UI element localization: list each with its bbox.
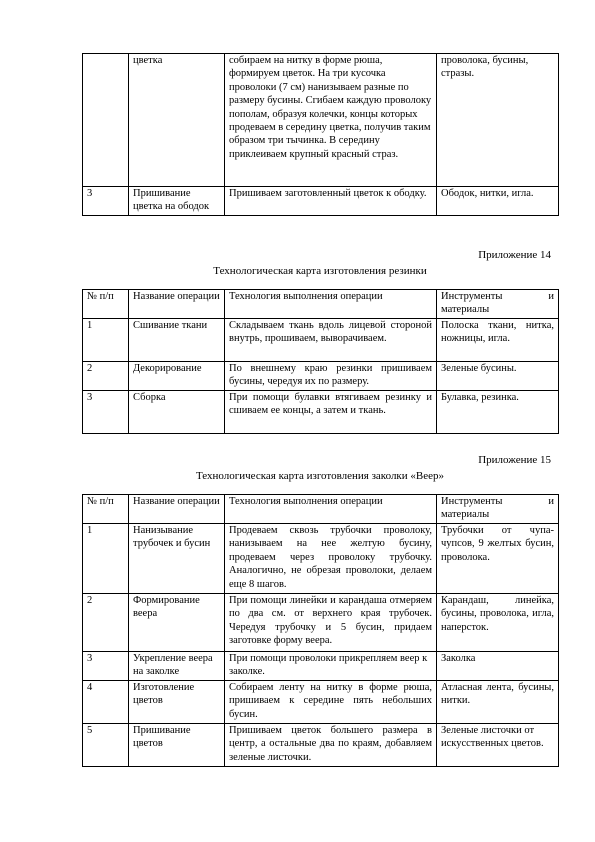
- table-appendix-15: [82, 494, 559, 767]
- cell-operation-name: Пришивание цветка на ободок: [129, 187, 225, 216]
- header-technology: Технология выполнения операции: [225, 495, 437, 524]
- cell-num: [83, 54, 129, 187]
- table-continued: [82, 53, 559, 216]
- cell-num: 4: [83, 681, 129, 724]
- table-appendix-14: [82, 289, 559, 434]
- header-technology: Технология выполнения операции: [225, 290, 437, 319]
- cell-tools: Карандаш, линейка, бусины, проволока, игла, наперсток.: [437, 594, 559, 652]
- cell-num: 3: [83, 391, 129, 434]
- header-tools: Инструменты и материалы: [437, 290, 559, 319]
- cell-num: 3: [83, 652, 129, 681]
- cell-operation-name: Пришивание цветов: [129, 724, 225, 767]
- cell-operation-name: Укрепление веера на заколке: [129, 652, 225, 681]
- table-row: [83, 724, 559, 767]
- table-header-row: [83, 290, 559, 319]
- cell-technology: Пришиваем заготовленный цветок к ободку.: [225, 187, 437, 216]
- cell-technology: Собираем ленту на нитку в форме рюша, пришиваем к середине пять небольших бусин.: [225, 681, 437, 724]
- table-row: [83, 391, 559, 434]
- cell-num: 1: [83, 524, 129, 594]
- table-row: [83, 594, 559, 652]
- cell-technology: По внешнему краю резинки пришиваем бусины, чередуя их по размеру.: [225, 362, 437, 391]
- cell-num: 1: [83, 319, 129, 362]
- cell-tools: Булавка, резинка.: [437, 391, 559, 434]
- section-14-title: Технологическая карта изготовления резинки: [213, 265, 427, 277]
- cell-technology: При помощи линейки и карандаша отмеряем по два см. от верхнего края трубочек. Чередуя трубочку и 5 бусин, придаем заготовке форму веера.: [225, 594, 437, 652]
- table-row: [83, 319, 559, 362]
- cell-technology: Пришиваем цветок большего размера в центр, а остальные два по краям, добавляем зеленые листочки.: [225, 724, 437, 767]
- header-operation-name: Название операции: [129, 290, 225, 319]
- cell-tools: Полоска ткани, нитка, ножницы, игла.: [437, 319, 559, 362]
- cell-tools: Трубочки от чупа-чупсов, 9 желтых бусин, проволока.: [437, 524, 559, 594]
- header-num: № п/п: [83, 495, 129, 524]
- appendix-15-label: Приложение 15: [478, 454, 551, 466]
- cell-technology: Складываем ткань вдоль лицевой стороной внутрь, прошиваем, выворачиваем.: [225, 319, 437, 362]
- cell-operation-name: Сборка: [129, 391, 225, 434]
- cell-operation-name: Формирование веера: [129, 594, 225, 652]
- cell-tools: Атласная лента, бусины, нитки.: [437, 681, 559, 724]
- table-row: [83, 681, 559, 724]
- cell-tools: Заколка: [437, 652, 559, 681]
- table-row: [83, 187, 559, 216]
- cell-tools: Ободок, нитки, игла.: [437, 187, 559, 216]
- cell-technology: Продеваем сквозь трубочки проволоку, нанизываем на нее желтую бусину, продеваем через проволоку трубочку. Аналогично, не обрезая проволоки, делаем еще 8 шагов.: [225, 524, 437, 594]
- header-operation-name: Название операции: [129, 495, 225, 524]
- cell-operation-name: Изготовление цветов: [129, 681, 225, 724]
- header-num: № п/п: [83, 290, 129, 319]
- header-tools: Инструменты и материалы: [437, 495, 559, 524]
- table-row: [83, 652, 559, 681]
- cell-technology: При помощи проволоки прикрепляем веер к заколке.: [225, 652, 437, 681]
- cell-operation-name: цветка: [129, 54, 225, 187]
- cell-technology: собираем на нитку в форме рюша, формируем цветок. На три кусочка проволоки (7 см) нанизываем разные по размеру бусины. Сгибаем каждую проволоку пополам, образуя колечки, концы которых продеваем в середину цветка, получив таким образом три тычинка. В середину приклеиваем крупный красный страз.: [225, 54, 437, 187]
- table-row: [83, 362, 559, 391]
- section-15-title: Технологическая карта изготовления заколки «Веер»: [195, 470, 445, 482]
- cell-operation-name: Сшивание ткани: [129, 319, 225, 362]
- cell-num: 3: [83, 187, 129, 216]
- table-row: [83, 524, 559, 594]
- cell-num: 5: [83, 724, 129, 767]
- appendix-14-label: Приложение 14: [478, 249, 551, 261]
- cell-num: 2: [83, 594, 129, 652]
- cell-tools: проволока, бусины, стразы.: [437, 54, 559, 187]
- cell-num: 2: [83, 362, 129, 391]
- cell-operation-name: Нанизывание трубочек и бусин: [129, 524, 225, 594]
- cell-technology: При помощи булавки втягиваем резинку и сшиваем ее концы, а затем и ткань.: [225, 391, 437, 434]
- cell-operation-name: Декорирование: [129, 362, 225, 391]
- table-row: [83, 54, 559, 187]
- table-header-row: [83, 495, 559, 524]
- cell-tools: Зеленые бусины.: [437, 362, 559, 391]
- cell-tools: Зеленые листочки от искусственных цветов.: [437, 724, 559, 767]
